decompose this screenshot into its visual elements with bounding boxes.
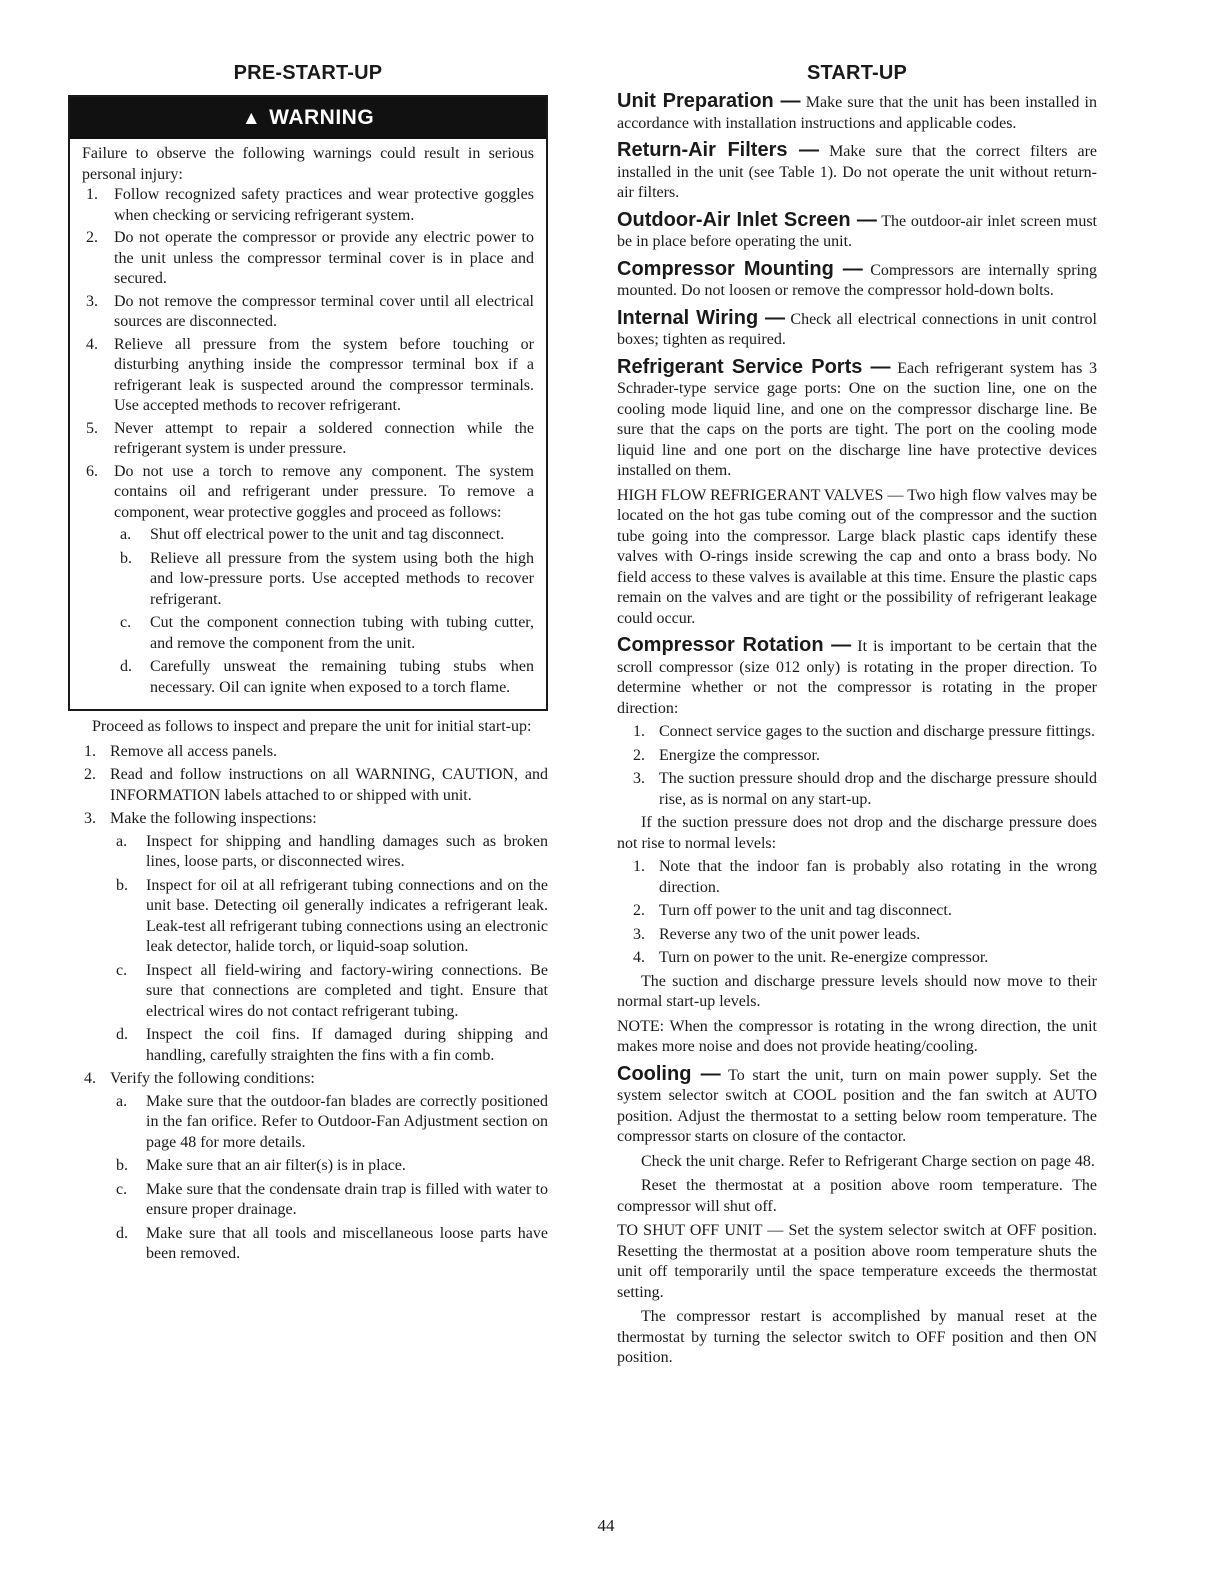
shut-off-paragraph: TO SHUT OFF UNIT — Set the system selector switch at OFF position. Resetting the thermostat at a position above room temperature shuts the unit off temporarily until the space temperature exceeds the thermostat setting. (617, 1222, 1097, 1301)
list-item: 1. Note that the indoor fan is probably also rotating in the wrong direction. (633, 858, 1097, 896)
warning-triangle-icon: ▲ (241, 108, 262, 129)
pre-start-up-title: PRE-START-UP (233, 62, 383, 84)
restart-paragraph: The compressor restart is accomplished by manual reset at the thermostat by turning the selector switch to OFF position and then ON position. (617, 1308, 1097, 1366)
compressor-rotation-section: Compressor Rotation — It is important to be certain that the scroll compressor (size 012 only) is rotating in the proper direction. To determine whether or not the compressor is rotating in the proper direction: (617, 634, 1098, 717)
internal-wiring-section: Internal Wiring — Check all electrical connections in unit control boxes; tighten as required. (617, 306, 1098, 348)
left-column (68, 62, 548, 1268)
warning-intro: Failure to observe the following warnings could result in serious personal injury: (82, 145, 534, 183)
list-item: 2. Read and follow instructions on all WARNING, CAUTION, and INFORMATION labels attached to or shipped with unit. (84, 766, 548, 804)
inspections-sublist (110, 832, 548, 1067)
list-item: a. Shut off electrical power to the unit and tag disconnect. (120, 526, 505, 543)
list-item: d. Carefully unsweat the remaining tubing stubs when necessary. Oil can ignite when exposed to a torch flame. (120, 658, 534, 696)
charge-paragraph: Check the unit charge. Refer to Refrigerant Charge section on page 48. (641, 1152, 1095, 1170)
unit-preparation-section: Unit Preparation — Make sure that the unit has been installed in accordance with installation instructions and applicable codes. (617, 90, 1098, 132)
list-item: 1. Remove all access panels. (84, 742, 278, 760)
list-item: a. Inspect for shipping and handling damages such as broken lines, loose parts, or disconnected wires. (116, 832, 548, 870)
warning-box (68, 95, 548, 711)
warning-header (70, 97, 546, 139)
high-flow-valves-paragraph: HIGH FLOW REFRIGERANT VALVES — Two high flow valves may be located on the hot gas tube coming out of the compressor and the suction tube going into the compressor. Large black plastic caps identify these valves with O-rings inside screwing the cap and onto a brass body. No field access to these valves is available at this time. Ensure the plastic caps remain on the valves and are tight or the possibility of refrigerant leakage could occur. (617, 486, 1097, 627)
refrigerant-service-ports-section: Refrigerant Service Ports — Each refrigerant system has 3 Schrader-type service gage ports: One on the suction line, one on the cooling mode liquid line, and one on the compressor discharge line. Be sure that the caps on the ports are tight. The port on the cooling mode liquid line and one port on the discharge line have protective devices installed on them. (617, 355, 1097, 479)
list-item: b. Make sure that an air filter(s) is in place. (116, 1157, 406, 1174)
list-item: d. Inspect the coil fins. If damaged during shipping and handling, carefully straighten the fins with a fin comb. (116, 1026, 548, 1064)
note-paragraph: NOTE: When the compressor is rotating in the wrong direction, the unit makes more noise and does not provide heating/cooling. (617, 1017, 1097, 1055)
list-item: 3. The suction pressure should drop and the discharge pressure should rise, as is normal on any start-up. (633, 770, 1097, 808)
levels-paragraph: The suction and discharge pressure levels should now move to their normal start-up levels. (617, 972, 1097, 1010)
list-item: 2. Energize the compressor. (633, 746, 820, 764)
list-item: 1. Connect service gages to the suction and discharge pressure fittings. (633, 723, 1096, 740)
right-column (617, 62, 1097, 1369)
list-item: d. Make sure that all tools and miscellaneous loose parts have been removed. (116, 1224, 548, 1262)
list-item: b. Relieve all pressure from the system using both the high and low-pressure ports. Use accepted methods to recover refrigerant. (120, 549, 534, 608)
prep-steps-list (68, 742, 548, 1265)
list-item: 4. Verify the following conditions: a. Make sure that the outdoor-fan blades are correctly positioned in the fan orifice. Refer to Outdoor-Fan Adjustment section on page 48 for more details. b. Make sure that an air filter(s) is in place. c. Make sure that the condensate drain trap is filled with water to ensure proper drainage. d. Make sure that all tools and miscellaneous loose parts have been removed. (68, 1069, 548, 1265)
list-item: 3. Make the following inspections: a. Inspect for shipping and handling damages such as broken lines, loose parts, or disconnected wires. b. Inspect for oil at all refrigerant tubing connections and on the unit base. Detecting oil generally indicates a refrigerant leak. Leak-test all refrigerant tubing connections using an electronic leak detector, halide torch, or liquid-soap solution. c. Inspect all field-wiring and factory-wiring connections. Be sure that connections are completed and tight. Ensure that electrical wires do not contact refrigerant tubing. d. Inspect the coil fins. If damaged during shipping and handling, carefully straighten the fins with a fin comb. (68, 809, 548, 1066)
return-air-filters-section: Return-Air Filters — Make sure that the correct filters are installed in the unit (see Table 1). Do not operate the unit without return-air filters. (617, 139, 1097, 201)
warning-sublist (114, 525, 534, 698)
warning-body (70, 139, 546, 709)
conditions-sublist (110, 1092, 548, 1265)
list-item: 6. Do not use a torch to remove any component. The system contains oil and refrigerant under pressure. To remove a component, wear protective goggles and proceed as follows: a. Shut off electrical power to the unit and tag disconnect. b. Relieve all pressure from the system using both the high and low-pressure ports. Use accepted methods to recover refrigerant. c. Cut the component connection tubing with tubing cutter, and remove the component from the unit. d. Carefully unsweat the remaining tubing stubs when necessary. Oil can ignite when exposed to a torch flame. (82, 462, 534, 699)
list-item: 4. Relieve all pressure from the system before touching or disturbing anything inside the compressor terminal box if a refrigerant leak is suspected around the compressor terminals. Use accepted methods to recover refrigerant. (86, 335, 534, 414)
list-item: c. Inspect all field-wiring and factory-wiring connections. Be sure that connections are completed and tight. Ensure that electrical wires do not contact refrigerant tubing. (116, 961, 548, 1020)
rotation-fix-list (617, 857, 1097, 969)
list-item: a. Make sure that the outdoor-fan blades are correctly positioned in the fan orifice. Refer to Outdoor-Fan Adjustment section on page 48 for more details. (116, 1092, 548, 1151)
warning-list (82, 185, 534, 698)
list-item: c. Cut the component connection tubing with tubing cutter, and remove the component from the unit. (120, 614, 534, 652)
list-item: 3. Do not remove the compressor terminal cover until all electrical sources are disconnected. (86, 292, 534, 330)
compressor-mounting-section: Compressor Mounting — Compressors are internally spring mounted. Do not loosen or remove the compressor hold-down bolts. (617, 257, 1098, 299)
list-item: 4. Turn on power to the unit. Re-energize compressor. (633, 949, 989, 966)
list-item: b. Inspect for oil at all refrigerant tubing connections and on the unit base. Detecting oil generally indicates a refrigerant leak. Leak-test all refrigerant tubing connections using an electronic leak detector, halide torch, or liquid-soap solution. (116, 876, 548, 955)
outdoor-air-inlet-screen-section: Outdoor-Air Inlet Screen — The outdoor-air inlet screen must be in place before operating the unit. (617, 208, 1097, 250)
list-item: 2. Do not operate the compressor or provide any electric power to the unit unless the compressor terminal cover is in place and secured. (86, 229, 534, 287)
start-up-title: START-UP (806, 62, 908, 84)
reset-paragraph: Reset the thermostat at a position above room temperature. The compressor will shut off. (617, 1177, 1097, 1215)
list-item: 2. Turn off power to the unit and tag disconnect. (633, 902, 952, 919)
proceed-paragraph: Proceed as follows to inspect and prepare the unit for initial start-up: (92, 718, 532, 735)
if-not-paragraph: If the suction pressure does not drop and the discharge pressure does not rise to normal levels: (617, 814, 1097, 852)
list-item: 1. Follow recognized safety practices and wear protective goggles when checking or servicing refrigerant system. (86, 186, 534, 224)
cooling-section: Cooling — To start the unit, turn on main power supply. Set the system selector switch at COOL position and the fan switch at AUTO position. Adjust the thermostat to a setting below room temperature. The compressor starts on closure of the contactor. (617, 1062, 1097, 1145)
rotation-check-list (617, 722, 1097, 810)
list-item: 5. Never attempt to repair a soldered connection while the refrigerant system is under pressure. (86, 419, 534, 457)
list-item: c. Make sure that the condensate drain trap is filled with water to ensure proper drainage. (116, 1180, 548, 1218)
warning-label: WARNING (269, 106, 375, 129)
list-item: 3. Reverse any two of the unit power leads. (633, 925, 921, 943)
page-number: 44 (597, 1516, 615, 1535)
